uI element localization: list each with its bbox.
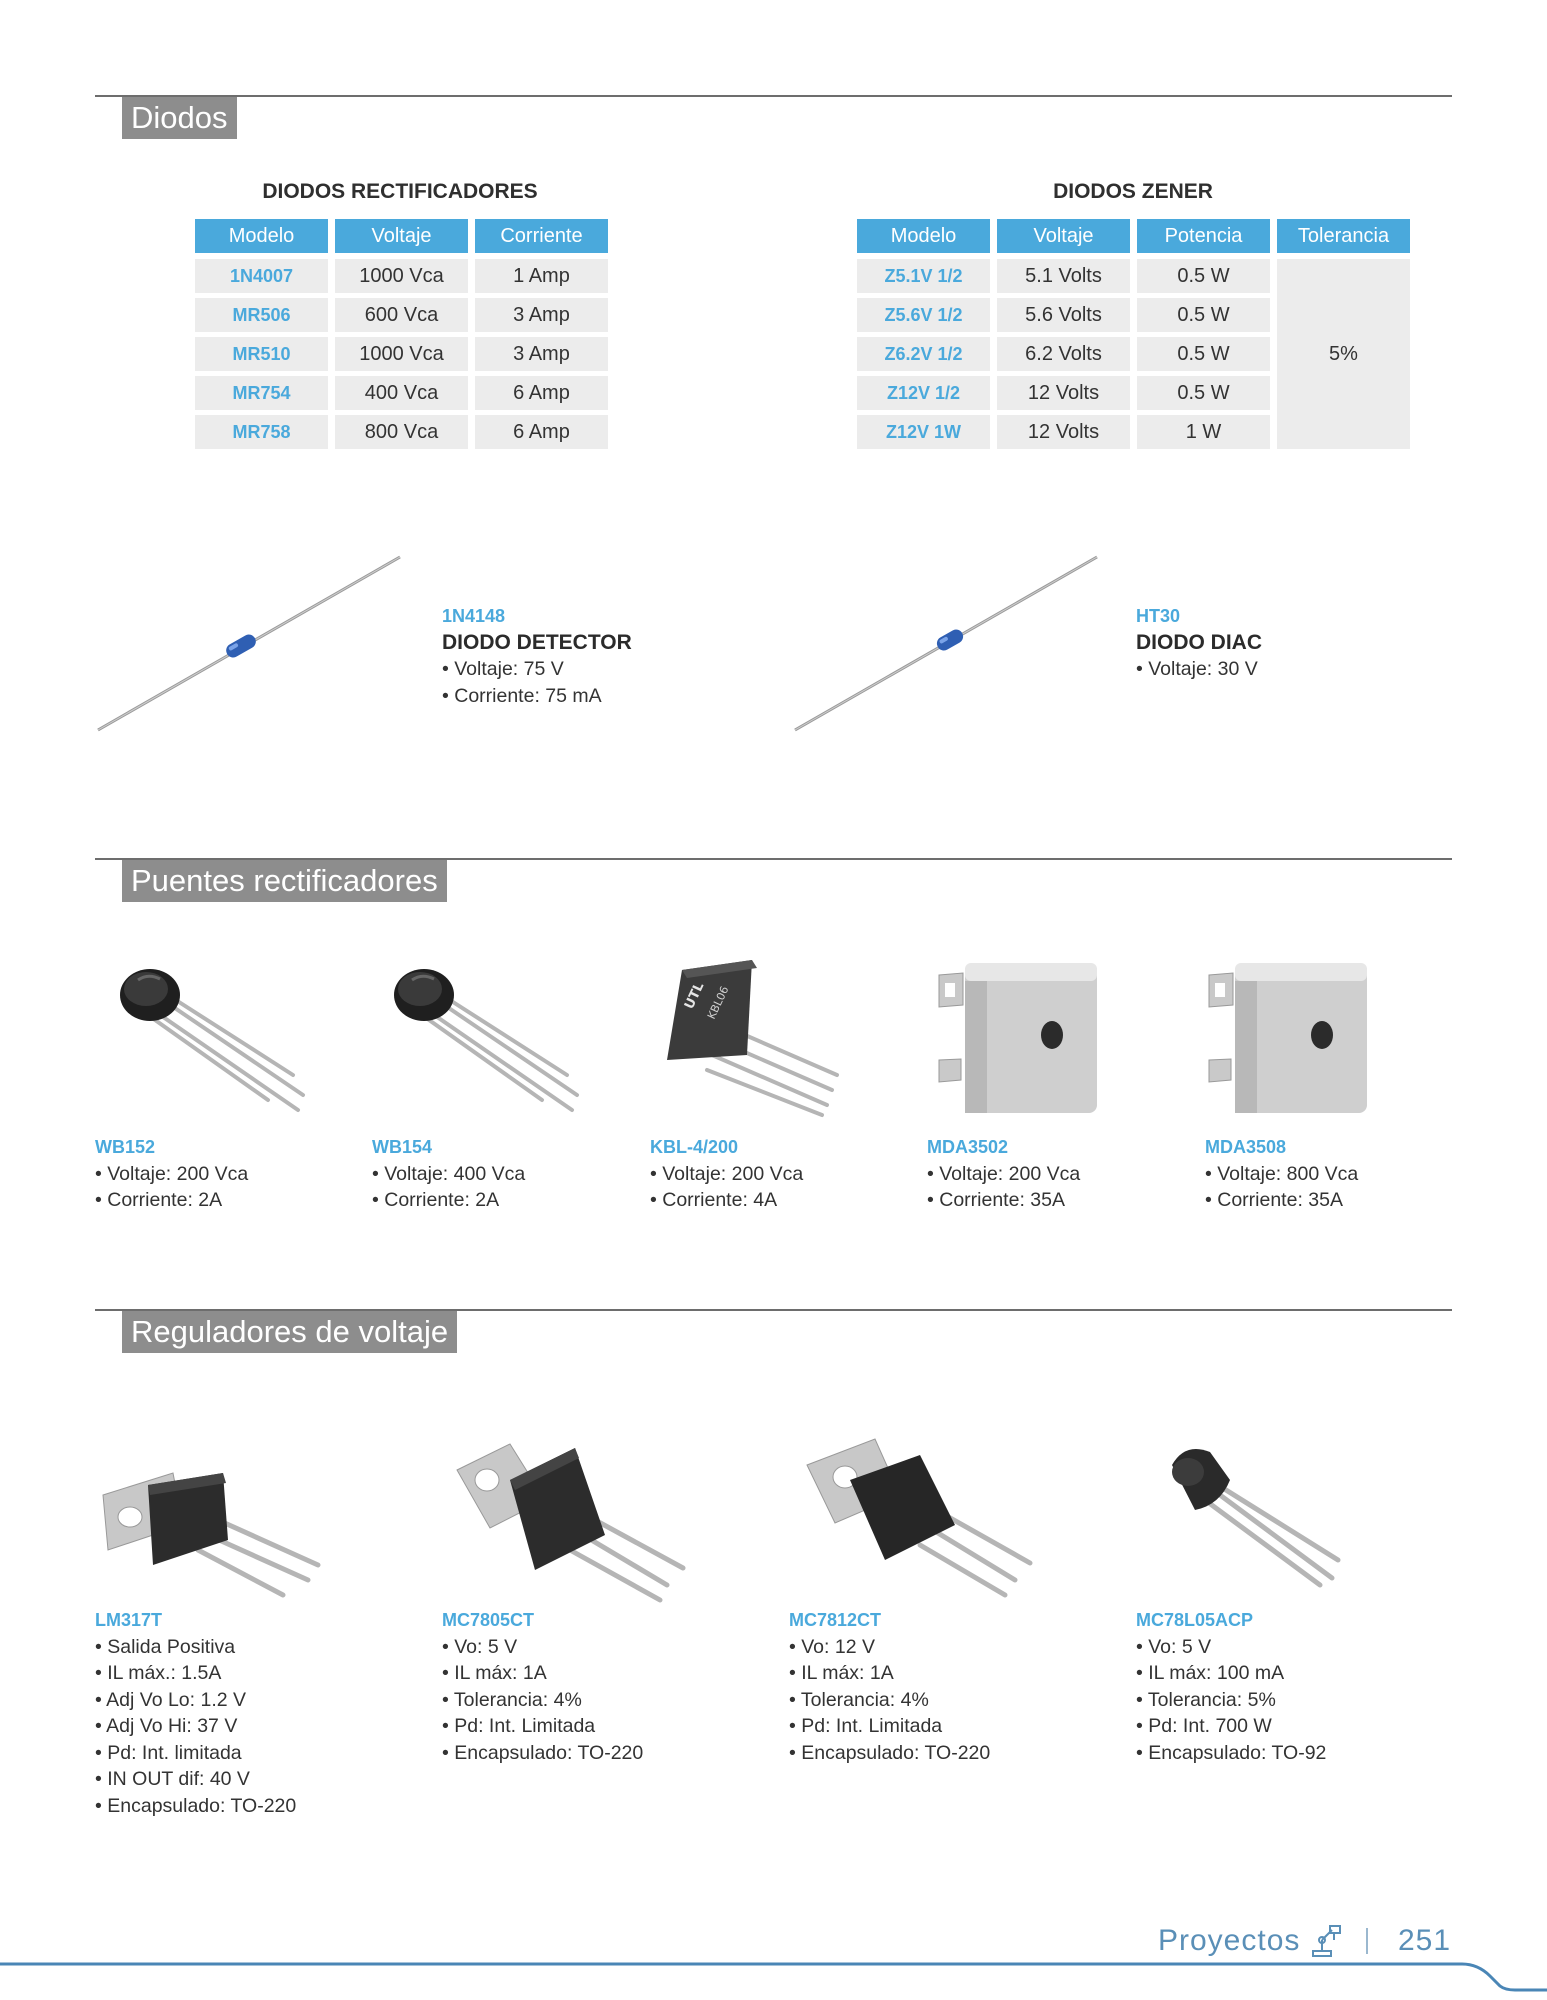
- product-1n4148: [442, 603, 632, 709]
- rect-cell: 800 Vca: [335, 415, 468, 449]
- rect-cell: MR510: [195, 337, 328, 371]
- rect-cell: 1 Amp: [475, 259, 608, 293]
- spec-line: • Voltaje: 200 Vca: [650, 1162, 804, 1185]
- spec-line: • IL máx: 1A: [442, 1662, 547, 1684]
- rect-cell: MR754: [195, 376, 328, 410]
- zener-header-voltaje: Voltaje: [997, 219, 1130, 253]
- rect-header-modelo: Modelo: [195, 219, 328, 253]
- zener-header-modelo: Modelo: [857, 219, 990, 253]
- product-code: HT30: [1136, 606, 1181, 626]
- spec-line: • Tolerancia: 4%: [442, 1688, 582, 1711]
- zener-table-title: DIODOS ZENER: [1053, 180, 1213, 203]
- product-wb154: [372, 1134, 525, 1214]
- product-lm317t: [95, 1607, 296, 1819]
- spec-line: • Encapsulado: TO-220: [95, 1794, 297, 1817]
- zener-cell: 5.6 Volts: [997, 298, 1130, 332]
- section-title-puentes: Puentes rectificadores: [122, 860, 447, 902]
- zener-cell: Z5.6V 1/2: [857, 298, 990, 332]
- bridge-label-kbl06: KBL06: [704, 984, 732, 1022]
- regulator-mc7812ct-image: [805, 1435, 1040, 1600]
- rect-table-title: DIODOS RECTIFICADORES: [262, 180, 538, 203]
- section-title-reguladores: Reguladores de voltaje: [122, 1311, 457, 1353]
- section-rule-diodos: [95, 95, 1452, 97]
- rect-cell: 6 Amp: [475, 415, 608, 449]
- product-code: MC78L05ACP: [1136, 1610, 1254, 1630]
- spec-line: • Encapsulado: TO-92: [1136, 1741, 1327, 1764]
- rect-cell: 6 Amp: [475, 376, 608, 410]
- zener-cell: Z12V 1/2: [857, 376, 990, 410]
- product-wb152: [95, 1134, 248, 1214]
- spec-line: • IL máx: 1A: [789, 1662, 894, 1684]
- zener-tolerance-cell: [1277, 259, 1410, 449]
- robot-arm-icon: [1310, 1924, 1342, 1958]
- bridge-label-utl: UTL: [682, 980, 708, 1012]
- spec-line: • Corriente: 35A: [1205, 1189, 1343, 1211]
- zener-tolerance-value: 5%: [1329, 343, 1358, 365]
- spec-line: • IL máx: 100 mA: [1136, 1662, 1285, 1684]
- zener-cell: 1 W: [1137, 415, 1270, 449]
- zener-cell: 12 Volts: [997, 415, 1130, 449]
- rect-header-corriente: Corriente: [475, 219, 608, 253]
- page-number: 251: [1398, 1924, 1452, 1957]
- spec-line: • Voltaje: 400 Vca: [372, 1162, 526, 1185]
- product-code: MC7805CT: [442, 1610, 535, 1630]
- product-kbl-4-200: [650, 1134, 803, 1214]
- regulator-lm317t-image: [98, 1465, 328, 1600]
- zener-cell: 12 Volts: [997, 376, 1130, 410]
- rect-cell: 1000 Vca: [335, 259, 468, 293]
- regulator-mc78l05acp-image: [1160, 1440, 1345, 1590]
- product-ht30: [1136, 603, 1262, 683]
- spec-line: • Voltaje: 200 Vca: [927, 1162, 1081, 1185]
- product-mc78l05acp: [1136, 1607, 1326, 1766]
- rect-cell: 1N4007: [195, 259, 328, 293]
- product-name: DIODO DIAC: [1136, 630, 1262, 654]
- spec-line: • Corriente: 75 mA: [442, 684, 602, 707]
- spec-line: • Corriente: 35A: [927, 1189, 1065, 1211]
- rect-cell: 1000 Vca: [335, 337, 468, 371]
- regulator-mc7805ct-image: [455, 1440, 690, 1605]
- bridge-kbl-4-200-image: [662, 950, 852, 1120]
- footer-divider: [1366, 1928, 1368, 1954]
- spec-line: • Encapsulado: TO-220: [789, 1741, 991, 1764]
- zener-cell: 0.5 W: [1137, 298, 1270, 332]
- spec-line: • Voltaje: 75 V: [442, 658, 564, 680]
- spec-line: • Pd: Int. Limitada: [789, 1715, 943, 1737]
- zener-cell: Z6.2V 1/2: [857, 337, 990, 371]
- spec-line: • Tolerancia: 5%: [1136, 1688, 1276, 1711]
- product-code: WB152: [95, 1137, 156, 1157]
- spec-line: • Adj Vo Lo: 1.2 V: [95, 1688, 247, 1711]
- diode-ht30-image: [792, 550, 1102, 735]
- zener-header-tolerancia: Tolerancia: [1277, 219, 1410, 253]
- spec-line: • Vo: 12 V: [789, 1635, 875, 1658]
- spec-line: • Vo: 5 V: [442, 1635, 518, 1658]
- spec-line: • Corriente: 4A: [650, 1189, 778, 1211]
- zener-cell: 6.2 Volts: [997, 337, 1130, 371]
- bridge-mda3502-image: [935, 955, 1105, 1115]
- spec-line: • Tolerancia: 4%: [789, 1688, 929, 1711]
- spec-line: • Voltaje: 200 Vca: [95, 1162, 249, 1185]
- zener-cell: Z12V 1W: [857, 415, 990, 449]
- product-code: MDA3508: [1205, 1137, 1287, 1157]
- bridge-mda3508-image: [1205, 955, 1375, 1115]
- product-mc7812ct: [789, 1607, 990, 1766]
- spec-line: • Voltaje: 30 V: [1136, 658, 1258, 680]
- product-code: KBL-4/200: [650, 1137, 739, 1157]
- spec-line: • Adj Vo Hi: 37 V: [95, 1715, 238, 1737]
- zener-cell: 5.1 Volts: [997, 259, 1130, 293]
- rect-header-voltaje: Voltaje: [335, 219, 468, 253]
- rect-cell: MR758: [195, 415, 328, 449]
- bridge-wb154-image: [382, 955, 582, 1115]
- section-title-diodos: Diodos: [122, 97, 237, 139]
- spec-line: • Pd: Int. limitada: [95, 1741, 242, 1764]
- diode-1n4148-image: [95, 550, 405, 735]
- rect-cell: 3 Amp: [475, 337, 608, 371]
- product-code: WB154: [372, 1137, 433, 1157]
- zener-cell: Z5.1V 1/2: [857, 259, 990, 293]
- product-mc7805ct: [442, 1607, 643, 1766]
- product-code: MDA3502: [927, 1137, 1009, 1157]
- spec-line: • Salida Positiva: [95, 1635, 236, 1658]
- rect-cell: 600 Vca: [335, 298, 468, 332]
- zener-cell: 0.5 W: [1137, 337, 1270, 371]
- spec-line: • IL máx.: 1.5A: [95, 1662, 222, 1684]
- spec-line: • Pd: Int. Limitada: [442, 1715, 596, 1737]
- zener-header-potencia: Potencia: [1137, 219, 1270, 253]
- rect-cell: 400 Vca: [335, 376, 468, 410]
- zener-cell: 0.5 W: [1137, 259, 1270, 293]
- spec-line: • Pd: Int. 700 W: [1136, 1715, 1272, 1737]
- spec-line: • Voltaje: 800 Vca: [1205, 1162, 1359, 1185]
- spec-line: • Encapsulado: TO-220: [442, 1741, 644, 1764]
- footer-label: Proyectos: [1158, 1924, 1301, 1957]
- product-code: LM317T: [95, 1610, 163, 1630]
- rect-cell: 3 Amp: [475, 298, 608, 332]
- spec-line: • IN OUT dif: 40 V: [95, 1768, 250, 1790]
- product-mda3502: [927, 1134, 1080, 1214]
- product-mda3508: [1205, 1134, 1358, 1214]
- footer-line: [0, 1962, 1547, 2000]
- zener-cell: 0.5 W: [1137, 376, 1270, 410]
- product-name: DIODO DETECTOR: [442, 630, 632, 654]
- rect-cell: MR506: [195, 298, 328, 332]
- spec-line: • Vo: 5 V: [1136, 1635, 1212, 1658]
- product-code: 1N4148: [442, 606, 506, 626]
- bridge-wb152-image: [108, 955, 308, 1115]
- spec-line: • Corriente: 2A: [95, 1189, 223, 1211]
- product-code: MC7812CT: [789, 1610, 882, 1630]
- spec-line: • Corriente: 2A: [372, 1189, 500, 1211]
